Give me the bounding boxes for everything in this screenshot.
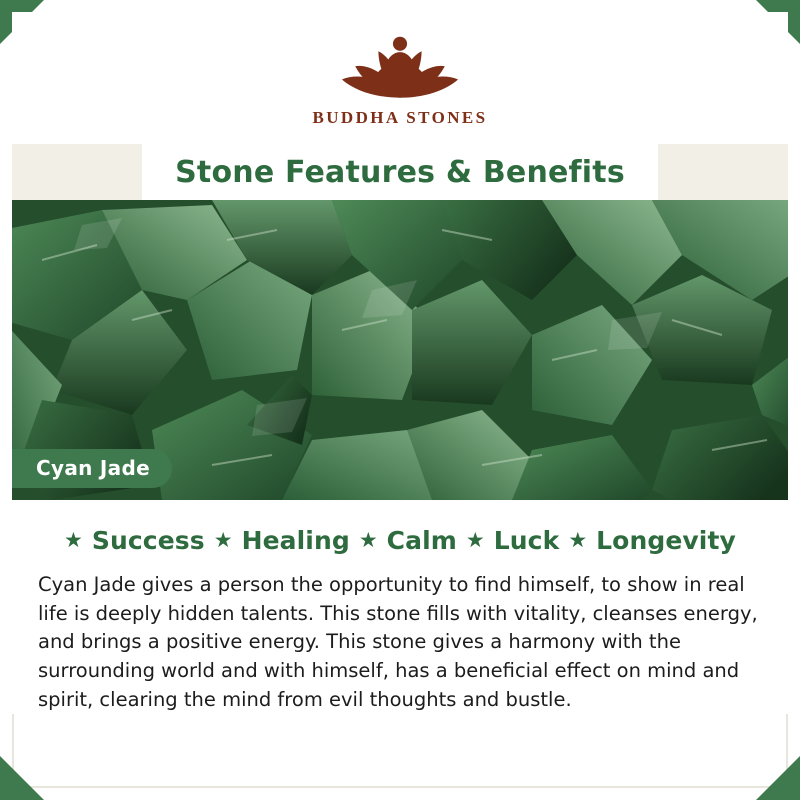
star-icon: ★ [213,529,233,552]
benefits-section [12,500,788,555]
benefit-label-luck: Luck [493,526,560,555]
title-band [12,144,788,200]
star-icon: ★ [358,529,378,552]
title-band-inner [142,144,658,200]
description-text: Cyan Jade gives a person the opportunity to find himself, to show in real life is deeply hidden talents. This stone fills with vitality, cleanses energy, and brings a positive energy. This stone gives a harmony with the surrounding world and with himself, has a beneficial effect on mind and spirit, clearing the mind from evil thoughts and bustle. [12,555,788,714]
stone-name-chip: Cyan Jade [12,449,172,488]
brand-name: BUDDHA STONES [312,108,488,127]
star-icon: ★ [64,529,83,552]
benefit-label-calm: Calm [386,526,457,555]
lotus-meditation-icon [316,28,484,106]
page-title: Stone Features & Benefits [175,154,625,190]
star-icon: ★ [568,529,588,552]
star-icon: ★ [465,529,485,552]
benefit-label-longevity: Longevity [596,526,736,555]
brand-header [12,12,788,144]
stone-photo [12,200,788,500]
content-wrapper [12,12,788,788]
benefits-row [36,526,764,555]
benefit-label-healing: Healing [241,526,350,555]
benefit-label-success: Success [91,526,205,555]
